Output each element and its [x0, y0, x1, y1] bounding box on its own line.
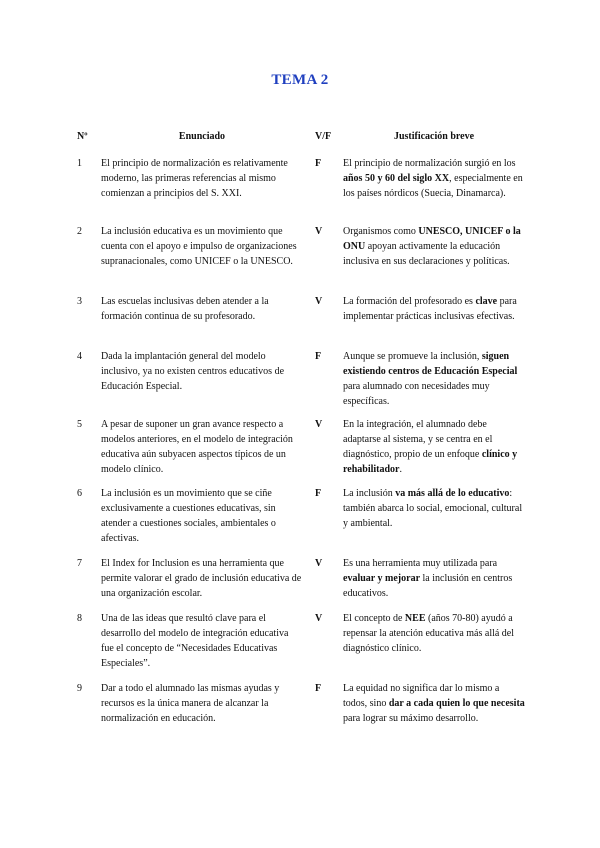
row-vf: F	[315, 488, 322, 499]
justification-text: El principio de normalización surgió en los	[343, 158, 516, 169]
justification-text: La formación del profesorado es	[343, 296, 476, 307]
header-num: Nº	[77, 131, 88, 142]
justification-emphasis: dar a cada quien lo que necesita	[388, 698, 525, 709]
justification-text: .	[399, 464, 402, 475]
justification-text: (años 70-80) ayudó a repensar la atención educativa más allá del diagnóstico clínico.	[343, 613, 515, 654]
row-justification	[343, 611, 525, 656]
row-vf: V	[315, 419, 323, 430]
row-vf: V	[315, 558, 323, 569]
row-justification	[343, 486, 525, 531]
page-title: TEMA 2	[271, 72, 329, 88]
justification-emphasis: va más allá de lo educativo	[395, 488, 510, 499]
row-number: 8	[77, 613, 82, 624]
justification-text: apoyan activamente la educación inclusiva en sus declaraciones y políticas.	[343, 241, 510, 267]
row-statement: Una de las ideas que resultó clave para el desarrollo del modelo de integración educativa fue el concepto de “Necesidades Educativas Especiales”.	[101, 613, 289, 669]
justification-emphasis: clínico y rehabilitador	[343, 449, 518, 475]
justification-text: La inclusión	[343, 488, 396, 499]
header-justification: Justificación breve	[393, 131, 475, 142]
row-justification	[343, 294, 525, 324]
row-vf: V	[315, 613, 323, 624]
row-vf: V	[315, 296, 323, 307]
row-statement: El principio de normalización es relativamente moderno, las primeras referencias al mismo comienzan a principios del S. XXI.	[101, 158, 288, 199]
row-vf: V	[315, 226, 323, 237]
row-number: 7	[77, 558, 82, 569]
row-statement: Las escuelas inclusivas deben atender a la formación continua de su profesorado.	[101, 296, 269, 322]
row-justification	[343, 156, 525, 201]
header-statement: Enunciado	[178, 131, 226, 142]
justification-text: Organismos como	[343, 226, 419, 237]
row-justification	[343, 556, 525, 601]
justification-text: Aunque se promueve la inclusión,	[343, 351, 482, 362]
justification-text: para implementar prácticas inclusivas efectivas.	[343, 296, 517, 322]
row-number: 5	[77, 419, 82, 430]
row-statement: La inclusión educativa es un movimiento que cuenta con el apoyo e impulso de organizaciones supranacionales, como UNICEF o la UNESCO.	[101, 226, 297, 267]
row-vf: F	[315, 351, 322, 362]
justification-text: La equidad no significa dar lo mismo a todos, sino	[343, 683, 500, 709]
row-number: 1	[77, 158, 82, 169]
row-vf: F	[315, 683, 322, 694]
justification-text: la inclusión en centros educativos.	[343, 573, 513, 599]
justification-emphasis: NEE	[404, 613, 426, 624]
row-vf: F	[315, 158, 322, 169]
row-justification	[343, 349, 525, 409]
row-statement: Dar a todo el alumnado las mismas ayudas y recursos es la única manera de alcanzar la normalización en educación.	[101, 683, 280, 724]
row-statement: La inclusión es un movimiento que se ciñe exclusivamente a cuestiones educativas, sin atender a cuestiones sociales, ambientales o afectivas.	[101, 488, 276, 544]
justification-emphasis: años 50 y 60 del siglo XX	[343, 173, 450, 184]
row-statement: El Index for Inclusion es una herramienta que permite valorar el grado de inclusión educativa de una organización escolar.	[101, 558, 302, 599]
justification-text: para alumnado con necesidades muy específicas.	[343, 381, 490, 407]
row-justification	[343, 224, 525, 269]
row-justification	[343, 681, 525, 726]
justification-emphasis: evaluar y mejorar	[343, 573, 421, 584]
row-number: 9	[77, 683, 82, 694]
row-statement: A pesar de suponer un gran avance respecto a modelos anteriores, en el modelo de integración educativa aún subyacen aspectos típicos de un modelo clínico.	[101, 419, 293, 475]
row-number: 4	[77, 351, 82, 362]
header-vf: V/F	[315, 131, 332, 142]
justification-text: El concepto de	[343, 613, 405, 624]
justification-emphasis: siguen existiendo centros de Educación Especial	[343, 351, 518, 377]
justification-text: , especialmente en los países nórdicos (Suecia, Dinamarca).	[343, 173, 523, 199]
justification-emphasis: clave	[475, 296, 498, 307]
row-justification	[343, 417, 525, 477]
justification-text: : también abarca lo social, emocional, cultural y ambiental.	[343, 488, 523, 529]
justification-emphasis: UNESCO, UNICEF o la ONU	[343, 226, 521, 252]
row-statement: Dada la implantación general del modelo inclusivo, ya no existen centros educativos de Educación Especial.	[101, 351, 285, 392]
row-number: 6	[77, 488, 82, 499]
row-number: 3	[77, 296, 82, 307]
row-number: 2	[77, 226, 82, 237]
justification-text: para lograr su máximo desarrollo.	[343, 713, 479, 724]
justification-text: Es una herramienta muy utilizada para	[343, 558, 498, 569]
justification-text: En la integración, el alumnado debe adaptarse al sistema, y se centra en el diagnóstico, propio de un enfoque	[343, 419, 493, 460]
